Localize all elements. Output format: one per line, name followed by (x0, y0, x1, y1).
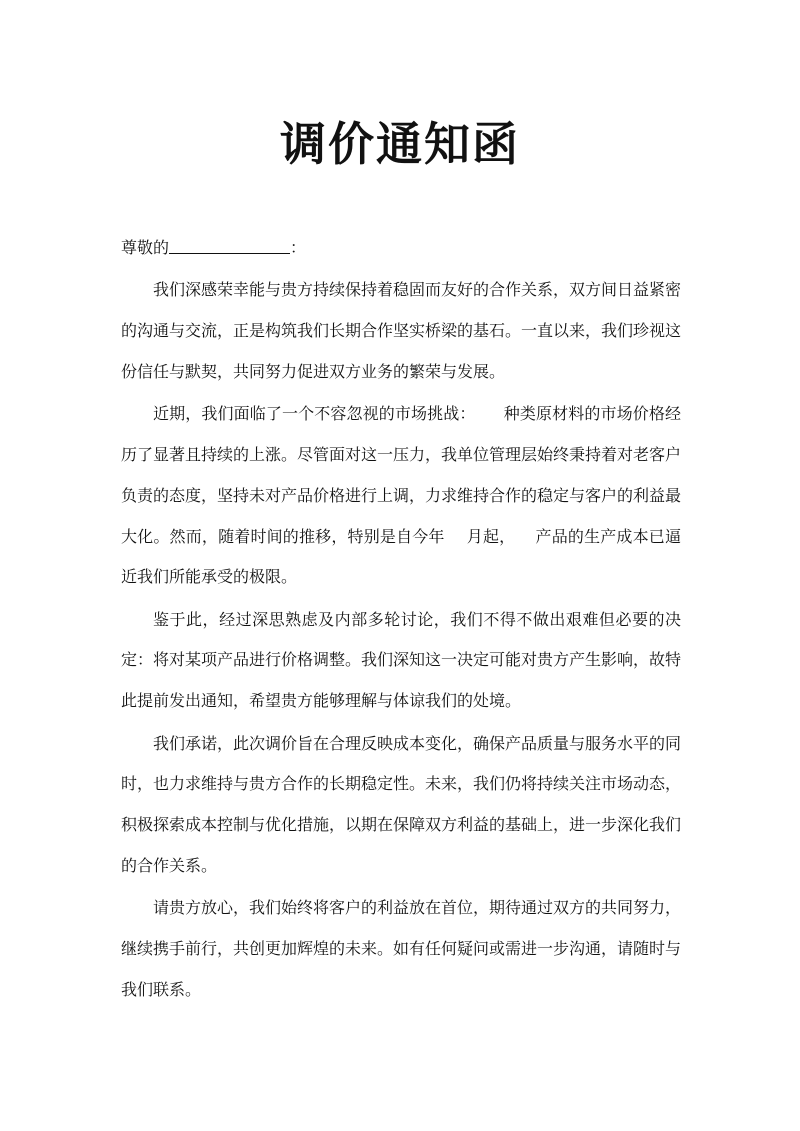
document-title: 调价通知函 (280, 117, 520, 171)
paragraph-2-part-a: 近期，我们面临了一个不容忽视的市场挑战： (153, 404, 476, 424)
paragraph-2-part-c: 月起， (466, 526, 516, 546)
paragraph-2 (121, 394, 681, 598)
paragraph-1: 我们深感荣幸能与贵方持续保持着稳固而友好的合作关系，双方间日益紧密的沟通与交流，正是构筑我们长期合作坚实桥梁的基石。一直以来，我们珍视这份信任与默契，共同努力促进双方业务的繁荣与发展。 (121, 280, 682, 381)
salutation-suffix: ： (290, 238, 307, 257)
paragraph-3: 鉴于此，经过深思熟虑及内部多轮讨论，我们不得不做出艰难但必要的决定：将对某项产品进行价格调整。我们深知这一决定可能对贵方产生影响，故特此提前发出通知，希望贵方能够理解与体谅我们的处境。 (121, 609, 682, 711)
paragraph-5: 请贵方放心，我们始终将客户的利益放在首位，期待通过双方的共同努力，继续携手前行，共创更加辉煌的未来。如有任何疑问或需进一步沟通，请随时与我们联系。 (121, 898, 682, 999)
salutation-prefix: 尊敬的 (121, 238, 170, 257)
paragraph-4: 我们承诺，此次调价旨在合理反映成本变化，确保产品质量与服务水平的同时，也力求维持与贵方合作的长期稳定性。未来，我们仍将持续关注市场动态，积极探索成本控制与优化措施，以期在保障双方利益的基础上，进一步深化我们的合作关系。 (121, 733, 682, 875)
paragraph-2-part-d: 产品的生产成本已逼近我们所能承受的极限。 (121, 526, 681, 587)
letter-body (121, 228, 681, 1012)
recipient-blank (169, 236, 290, 254)
paragraph-2-part-b: 种类原材料的市场价格经历了显著且持续的上涨。尽管面对这一压力，我单位管理层始终秉持着对老客户负责的态度，坚持未对产品价格进行上调，力求维持合作的稳定与客户的利益最大化。然而，随着时间的推移，特别是自今年 (121, 404, 682, 546)
salutation-line (121, 228, 681, 269)
